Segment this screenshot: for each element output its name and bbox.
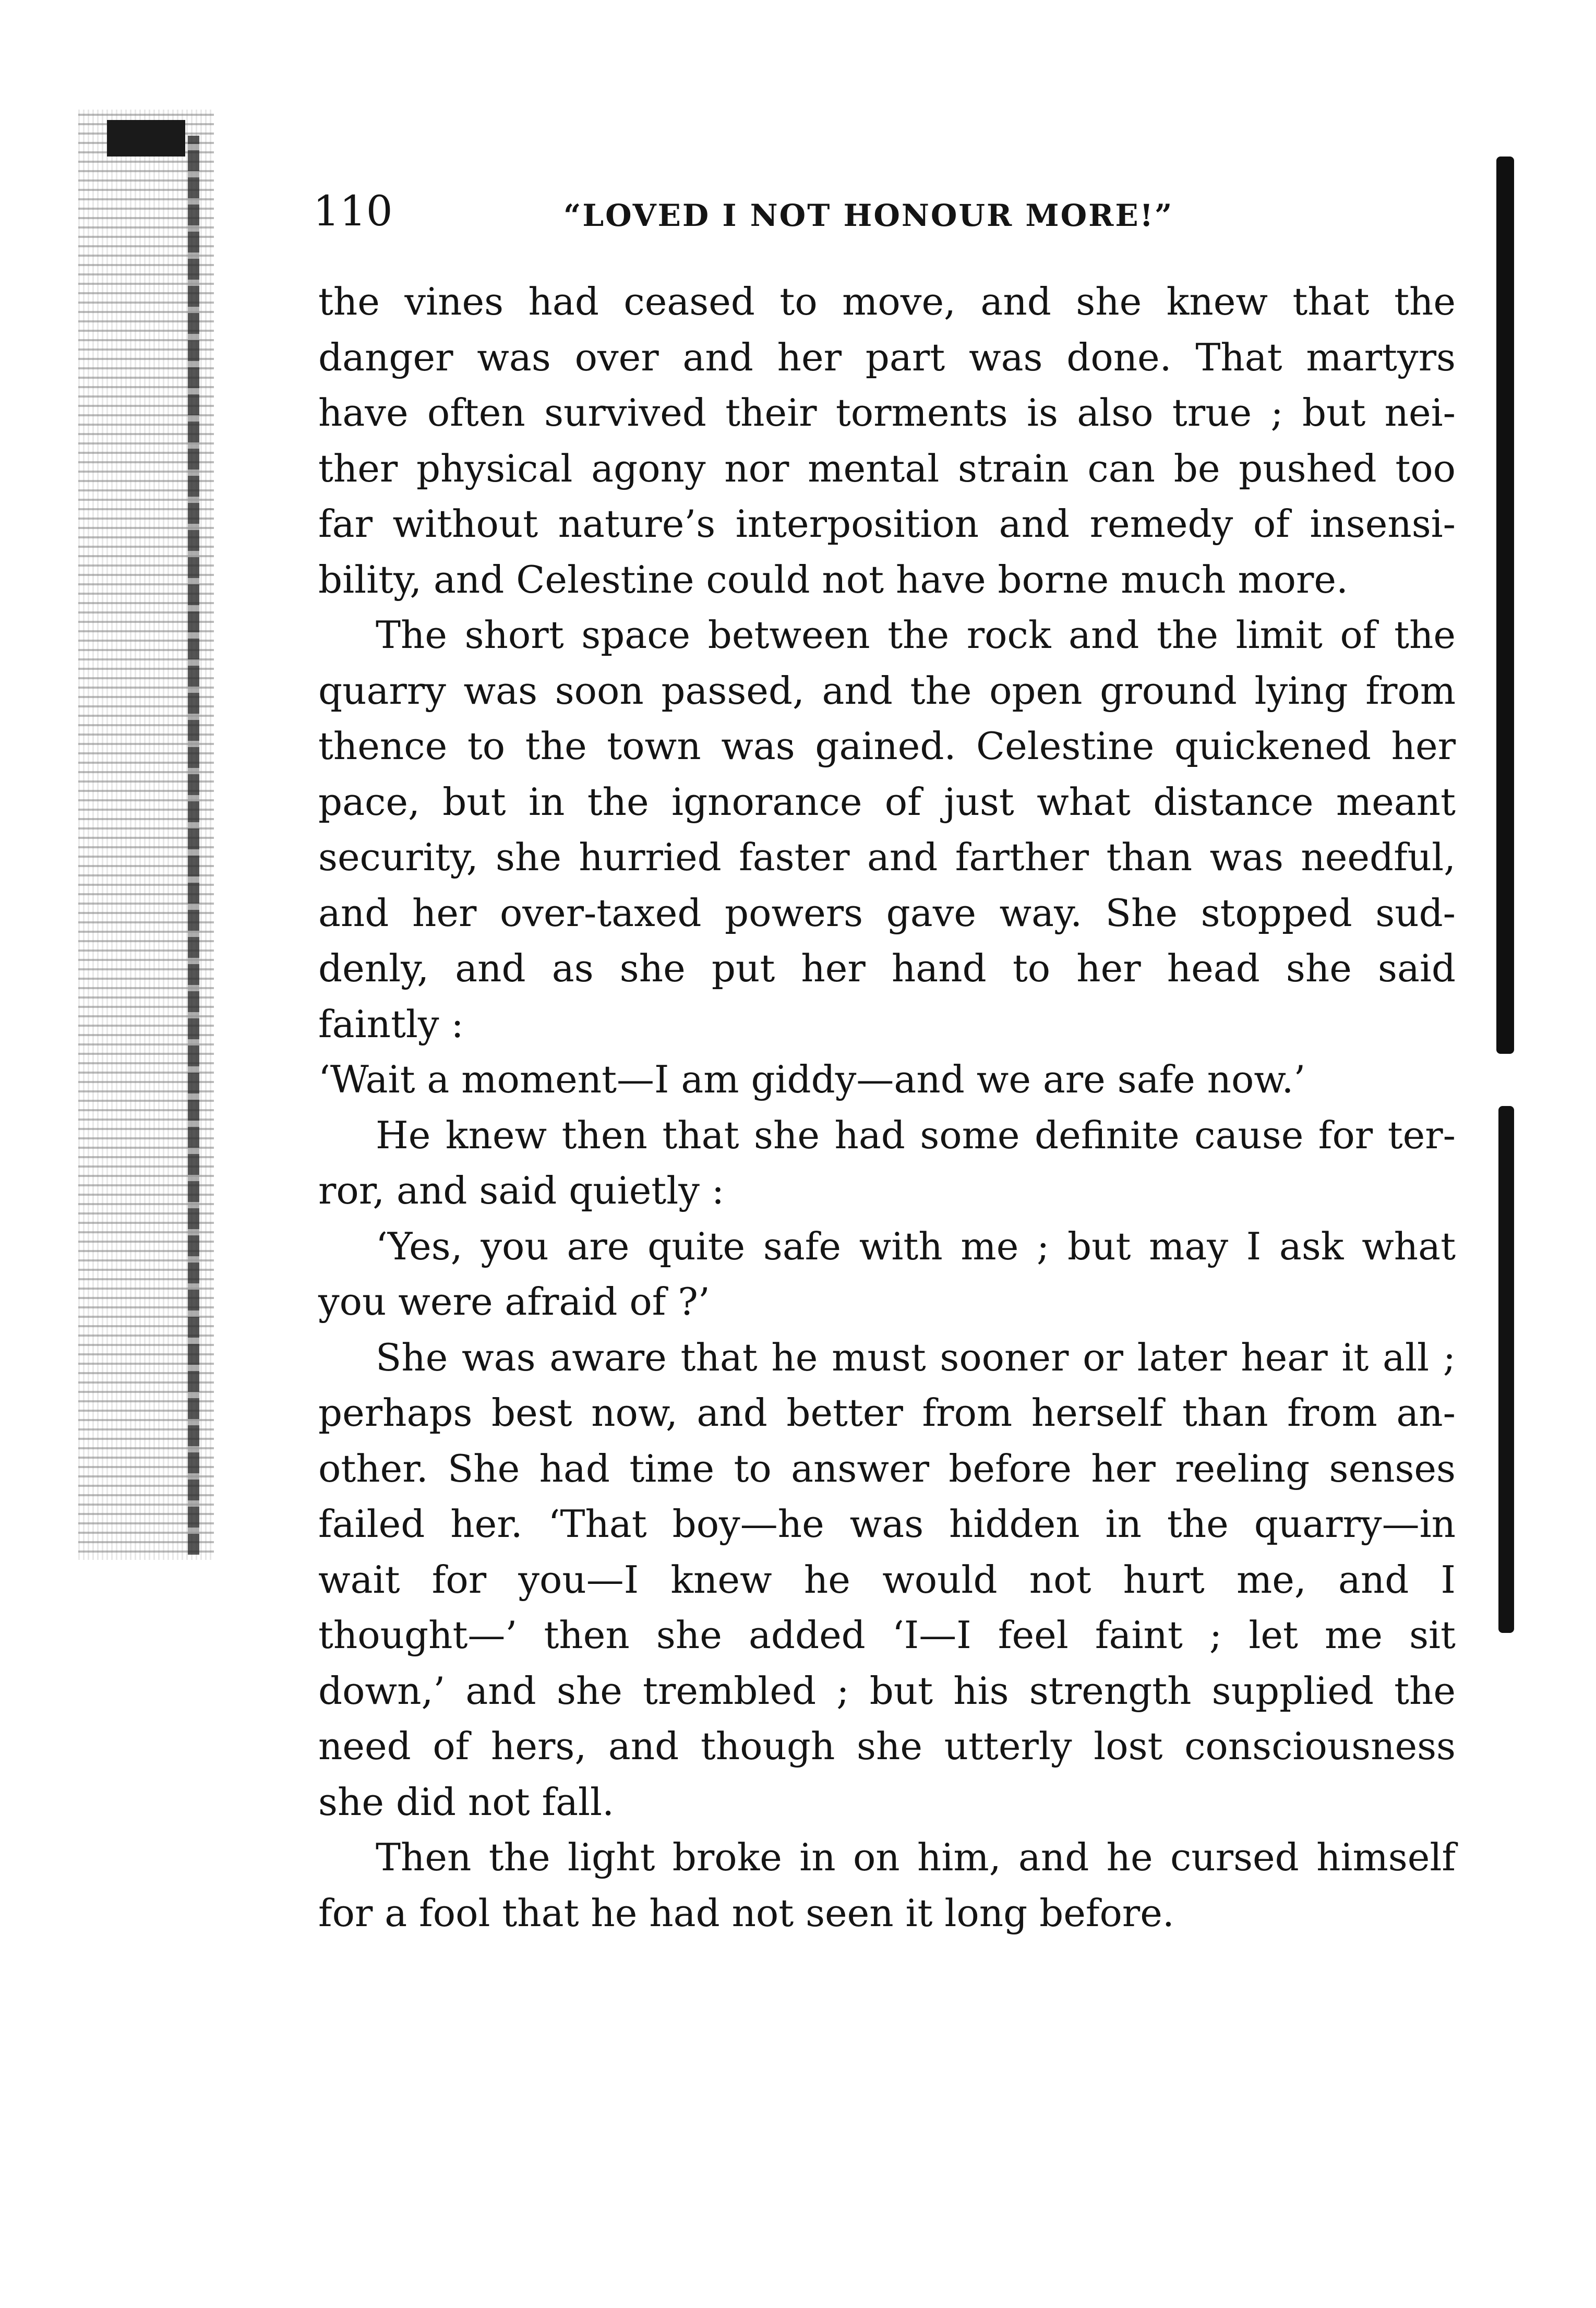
text-line: ther physical agony nor mental strain can be pushed too — [318, 446, 1456, 490]
text-line: ‘Wait a moment—I am giddy—and we are safe now.’ — [318, 1057, 1306, 1101]
text-line: ‘Yes, you are quite safe with me ; but may I ask what — [376, 1224, 1456, 1268]
text-line: thought—’ then she added ‘I—I feel faint ; let me sit — [318, 1613, 1456, 1657]
text-line: denly, and as she put her hand to her head she said — [318, 946, 1456, 990]
text-line: wait for you—I knew he would not hurt me, and I — [318, 1557, 1456, 1602]
text-line: she did not fall. — [318, 1780, 614, 1824]
text-line: He knew then that she had some definite cause for ter- — [376, 1113, 1456, 1157]
text-line: down,’ and she trembled ; but his strength supplied the — [318, 1668, 1456, 1713]
text-line: She was aware that he must sooner or later hear it all ; — [376, 1335, 1456, 1379]
page-header — [313, 185, 1461, 243]
text-line: and her over-taxed powers gave way. She stopped sud- — [318, 891, 1456, 935]
text-line: security, she hurried faster and farther than was needful, — [318, 835, 1456, 879]
page-number: 110 — [313, 187, 393, 235]
text-line: danger was over and her part was done. That martyrs — [318, 335, 1456, 379]
text-line: you were afraid of ?’ — [318, 1280, 710, 1324]
text-line: perhaps best now, and better from herself than from an- — [318, 1391, 1456, 1435]
text-line: the vines had ceased to move, and she knew that the — [318, 280, 1456, 323]
text-line: The short space between the rock and the limit of the — [376, 613, 1456, 657]
text-line: quarry was soon passed, and the open ground lying from — [318, 668, 1456, 713]
text-line: need of hers, and though she utterly lost consciousness — [318, 1724, 1456, 1768]
text-line: bility, and Celestine could not have borne much more. — [318, 557, 1348, 602]
running-head: “LOVED I NOT HONOUR MORE!” — [563, 198, 1174, 233]
scan-edge-left-binding — [188, 136, 199, 1555]
text-line: ror, and said quietly : — [318, 1169, 725, 1212]
text-line: other. She had time to answer before her reeling senses — [318, 1446, 1456, 1490]
text-line: have often survived their torments is also true ; but nei- — [318, 391, 1456, 435]
text-line: pace, but in the ignorance of just what distance meant — [318, 779, 1456, 824]
body-text — [318, 274, 1456, 1941]
text-line: Then the light broke in on him, and he cursed himself — [376, 1835, 1456, 1879]
text-line: for a fool that he had not seen it long before. — [318, 1891, 1174, 1935]
scan-edge-right-lower — [1498, 1106, 1514, 1633]
text-line: faintly : — [318, 1002, 464, 1046]
text-line: far without nature’s interposition and remedy of insensi- — [318, 502, 1456, 546]
scan-edge-right-upper — [1496, 157, 1514, 1054]
text-line: failed her. ‘That boy—he was hidden in the quarry—in — [318, 1502, 1456, 1546]
scan-edge-left-bar — [107, 120, 185, 157]
text-line: thence to the town was gained. Celestine quickened her — [318, 724, 1456, 768]
